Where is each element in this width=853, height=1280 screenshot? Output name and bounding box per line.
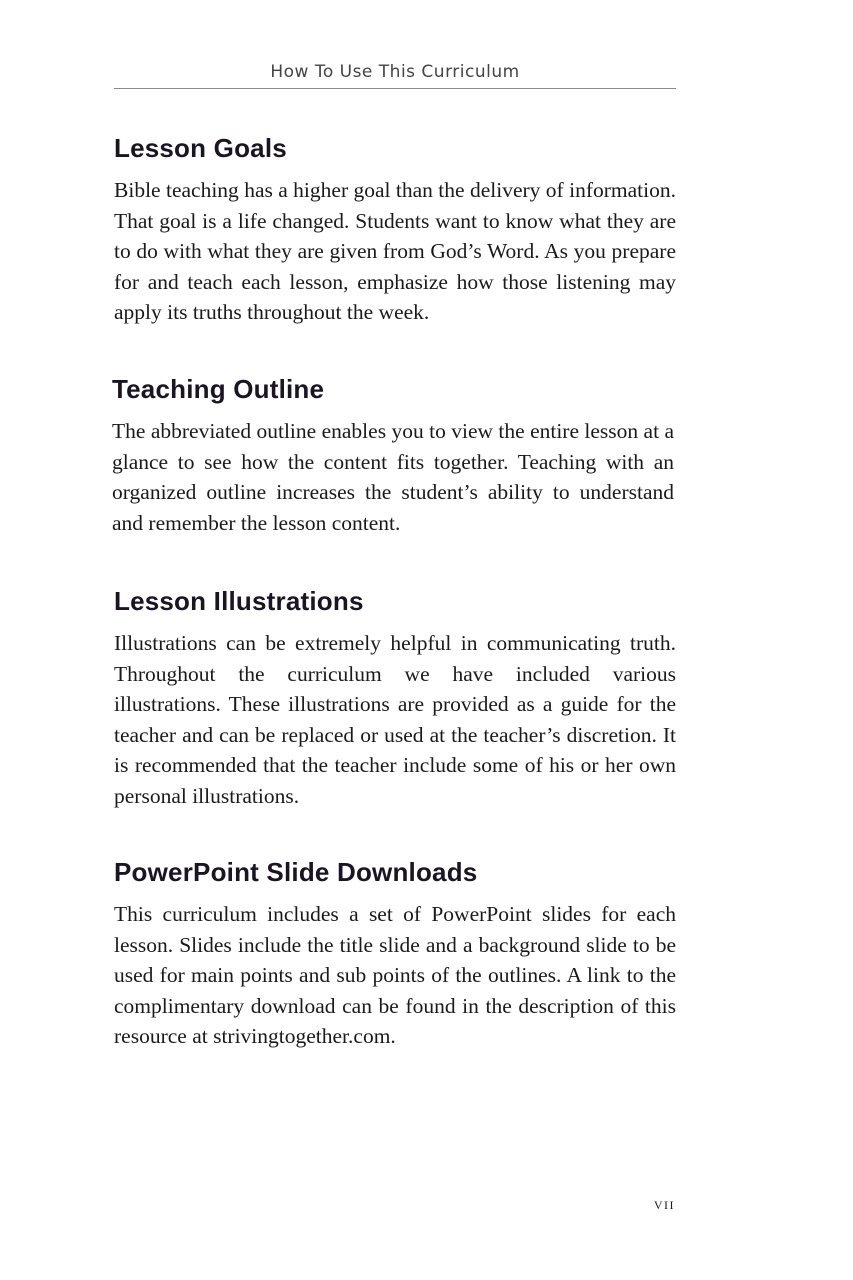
section-heading: PowerPoint Slide Downloads bbox=[114, 857, 478, 887]
section-body: Illustrations can be extremely helpful in communicating truth. Throughout the curriculum we have included various illustrations. These illustrations are provided as a guide for the teacher and can be replaced or used at the teacher’s discretion. It is recommended that the teacher include some of his or her own personal illustrations. bbox=[114, 631, 676, 808]
running-header: How To Use This Curriculum bbox=[114, 60, 676, 89]
page-number: vii bbox=[653, 1194, 675, 1213]
section-teaching-outline bbox=[112, 374, 674, 538]
section-powerpoint-downloads bbox=[114, 857, 676, 1052]
section-heading: Lesson Illustrations bbox=[114, 586, 364, 616]
section-body: This curriculum includes a set of PowerPoint slides for each lesson. Slides include the title slide and a background slide to be used for main points and sub points of the outlines. A link to the complimentary download can be found in the description of this resource at strivingtogether.com. bbox=[114, 902, 676, 1049]
section-heading: Lesson Goals bbox=[114, 133, 287, 163]
section-lesson-illustrations bbox=[114, 586, 676, 812]
section-body: The abbreviated outline enables you to view the entire lesson at a glance to see how the content fits together. Teaching with an organized outline increases the student’s ability to understand and remember the lesson content. bbox=[112, 419, 674, 535]
section-lesson-goals bbox=[114, 133, 676, 328]
section-heading: Teaching Outline bbox=[112, 374, 325, 404]
section-body: Bible teaching has a higher goal than the delivery of information. That goal is a life changed. Students want to know what they are to do with what they are given from God’s Word. As you prepare for and teach each lesson, emphasize how those listening may apply its truths throughout the week. bbox=[114, 178, 676, 325]
